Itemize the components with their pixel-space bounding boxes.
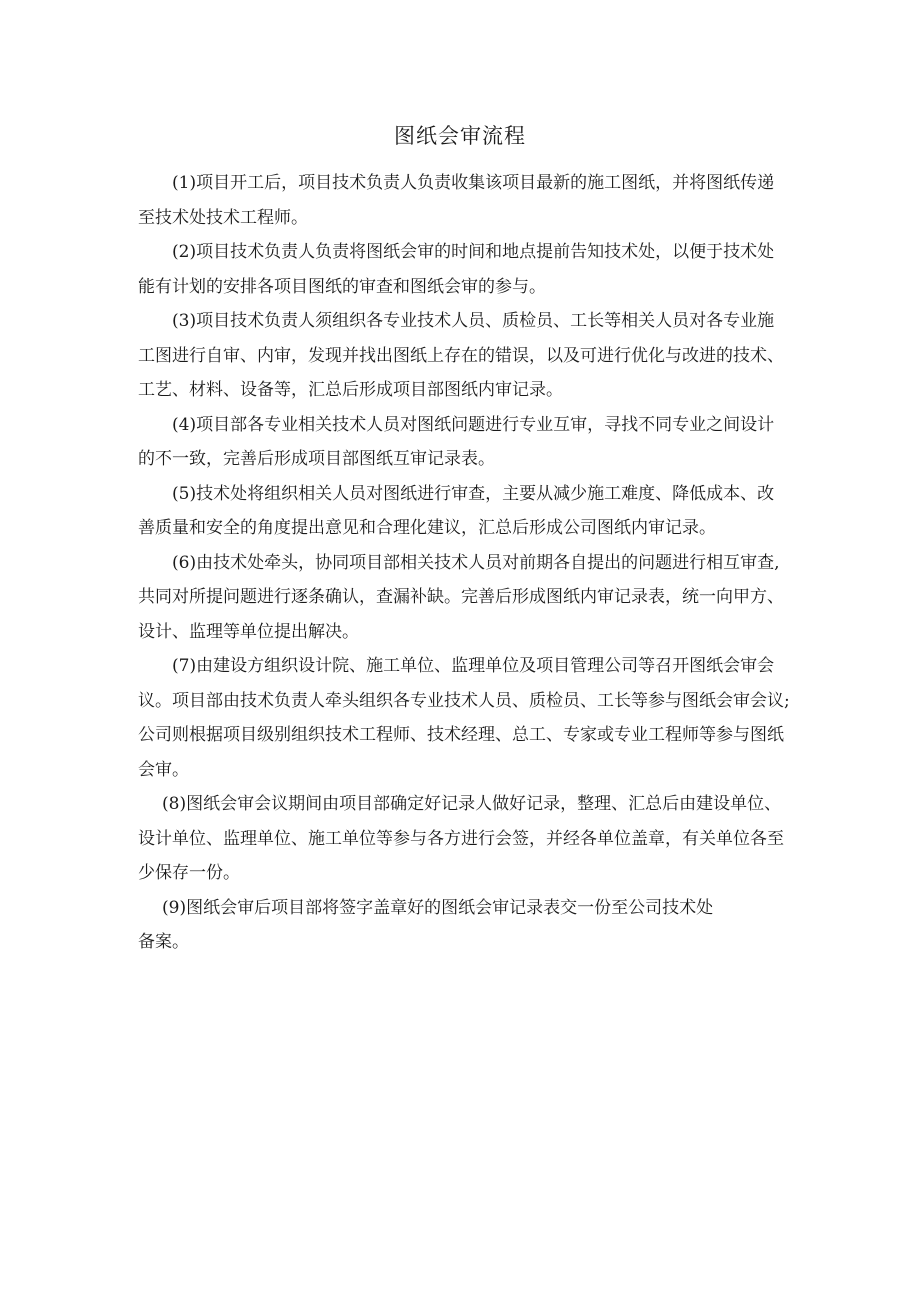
paragraph-line: (2)项目技术负责人负责将图纸会审的时间和地点提前告知技术处，以便于技术处 [172,242,775,262]
paragraph-line: (3)项目技术负责人须组织各专业技术人员、质检员、工长等相关人员对各专业施 [172,311,775,331]
paragraph-6 [138,546,790,650]
paragraph-line: 公司则根据项目级别组织技术工程师、技术经理、总工、专家或专业工程师等参与图纸 [138,725,784,745]
paragraph-line: 工图进行自审、内审，发现并找出图纸上存在的错误，以及可进行优化与改进的技术、 [138,345,784,366]
paragraph-line: 议。项目部由技术负责人牵头组织各专业技术人员、质检员、工长等参与图纸会审会议; [138,690,790,711]
paragraph-line: 至技术处技术工程师。 [138,207,308,228]
paragraph-line: 善质量和安全的角度提出意见和合理化建议，汇总后形成公司图纸内审记录。 [138,518,716,538]
paragraph-2 [138,235,790,304]
paragraph-line: 设计、监理等单位提出解决。 [138,621,359,642]
paragraph-line: 会审。 [138,759,189,780]
paragraph-line: (6)由技术处牵头，协同项目部相关技术人员对前期各自提出的问题进行相互审查, [172,552,780,573]
paragraph-8 [138,787,790,891]
paragraph-line: (1)项目开工后，项目技术负责人负责收集该项目最新的施工图纸，并将图纸传递 [172,173,775,193]
paragraph-1 [138,166,790,235]
paragraph-line: 备案。 [138,932,189,952]
paragraph-9 [138,891,790,960]
paragraph-line: 能有计划的安排各项目图纸的审查和图纸会审的参与。 [138,276,546,297]
paragraph-line: (7)由建设方组织设计院、施工单位、监理单位及项目管理公司等召开图纸会审会 [172,656,775,676]
paragraph-line: (8)图纸会审会议期间由项目部确定好记录人做好记录，整理、汇总后由建设单位、 [162,794,782,814]
paragraph-3 [138,304,790,408]
paragraph-4 [138,408,790,477]
paragraph-7 [138,649,790,787]
document-body [138,166,790,960]
paragraph-line: (9)图纸会审后项目部将签字盖章好的图纸会审记录表交一份至公司技术处 [162,897,714,918]
paragraph-line: 的不一致，完善后形成项目部图纸互审记录表。 [138,449,495,469]
paragraph-line: 共同对所提问题进行逐条确认，查漏补缺。完善后形成图纸内审记录表，统一向甲方、 [138,587,784,607]
paragraph-line: 少保存一份。 [138,863,240,883]
paragraph-line: 设计单位、监理单位、施工单位等参与各方进行会签，并经各单位盖章，有关单位各至 [138,828,784,849]
paragraph-line: (4)项目部各专业相关技术人员对图纸问题进行专业互审，寻找不同专业之间设计 [172,414,775,435]
paragraph-5 [138,477,790,546]
paragraph-line: (5)技术处将组织相关人员对图纸进行审查，主要从减少施工难度、降低成本、改 [172,483,775,504]
paragraph-line: 工艺、材料、设备等，汇总后形成项目部图纸内审记录。 [138,380,563,400]
document-title: 图纸会审流程 [394,124,526,148]
